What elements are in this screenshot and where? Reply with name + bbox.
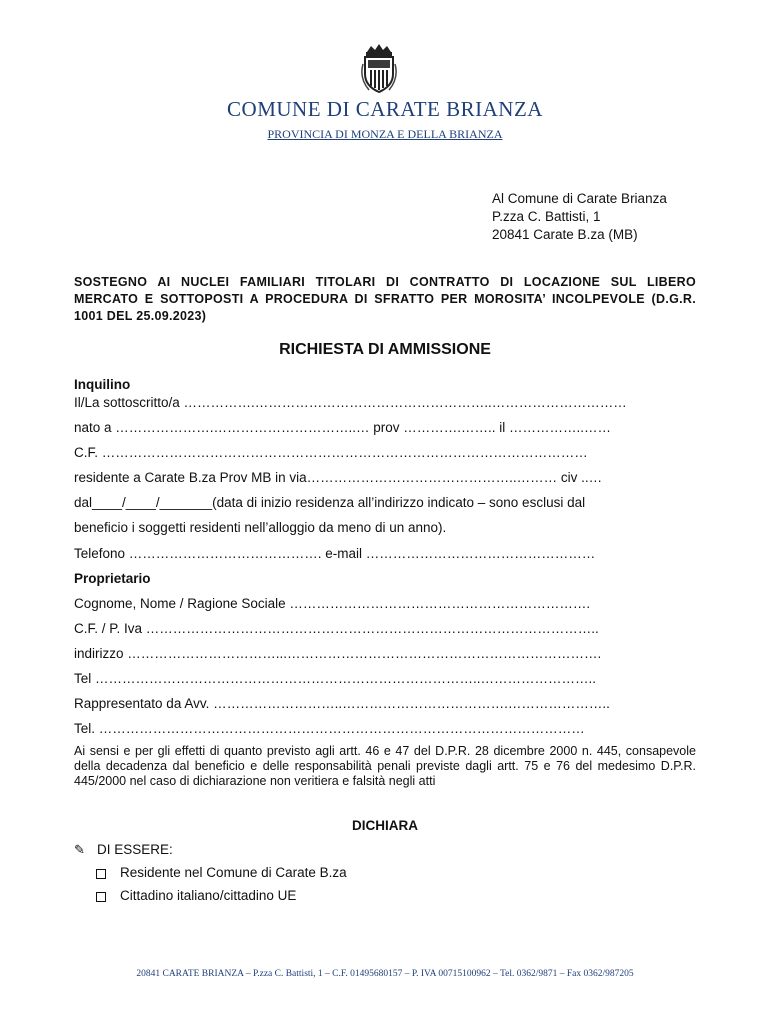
citizen-checkbox[interactable] (96, 892, 106, 902)
resident-checkbox[interactable] (96, 869, 106, 879)
tenant-cf-field[interactable]: C.F. ……………………………………………………………………………………………… (74, 445, 588, 460)
owner-name-field[interactable]: Cognome, Nome / Ragione Sociale …………………………………………………………. (74, 596, 591, 611)
tenant-phone-email-field[interactable]: Telefono ……………………………………. e-mail …………………………………………… (74, 546, 596, 561)
declare-lead: DI ESSERE: (97, 842, 173, 857)
owner-phone-field[interactable]: Tel …………………………………………………………………………..…………………….. (74, 671, 597, 686)
subject-heading: SOSTEGNO AI NUCLEI FAMILIARI TITOLARI DI CONTRATTO DI LOCAZIONE SUL LIBERO MERCATO E SOTTOPOSTI A PROCEDURA DI SFRATTO PER MOROSITA’ INCOLPEVOLE (D.G.R. 1001 DEL 25.09.2023) (74, 275, 696, 323)
page-footer: 20841 CARATE BRIANZA – P.zza C. Battisti, 1 – C.F. 01495680157 – P. IVA 00715100962 – Tel. 0362/9871 – Fax 0362/987205 (136, 969, 634, 979)
coat-of-arms-logo (359, 44, 399, 94)
town-name: COMUNE DI CARATE BRIANZA (227, 97, 543, 121)
lawyer-phone-field[interactable]: Tel. ……………………………………………………………………………………………… (74, 721, 585, 736)
recipient-line: 20841 Carate B.za (MB) (492, 227, 638, 242)
request-title: RICHIESTA DI AMMISSIONE (279, 341, 491, 358)
recipient-address (492, 190, 667, 244)
residence-date-field[interactable]: dal____/____/_______(data di inizio residenza all’indirizzo indicato – sono esclusi dal (74, 495, 586, 510)
pointing-hand-icon: ✎ (74, 842, 85, 857)
option-resident: Residente nel Comune di Carate B.za (120, 865, 347, 880)
residence-note: beneficio i soggetti residenti nell’alloggio da meno di un anno). (74, 520, 447, 535)
declaration-paragraph: Ai sensi e per gli effetti di quanto previsto agli artt. 46 e 47 del D.P.R. 28 dicembre 2000 n. 445, consapevole della decadenza dal beneficio e delle responsabilità penali previste dagli artt. 75 e 76 del medesimo D.P.R. 445/2000 nel caso di dichiarazione non veritiera e falsità negli atti (74, 744, 696, 788)
owner-cf-field[interactable]: C.F. / P. Iva ……………………………………………………………………………………….. (74, 621, 599, 636)
recipient-line: Al Comune di Carate Brianza (492, 191, 667, 206)
option-citizen: Cittadino italiano/cittadino UE (120, 888, 297, 903)
tenant-heading: Inquilino (74, 377, 131, 392)
owner-address-field[interactable]: indirizzo ……………………………...……………………………………………………………. (74, 646, 602, 661)
province-name: PROVINCIA DI MONZA E DELLA BRIANZA (267, 127, 503, 141)
lawyer-field[interactable]: Rappresentato da Avv. ………………………..……………………………….………………….. (74, 696, 610, 711)
recipient-line: P.zza C. Battisti, 1 (492, 209, 601, 224)
declare-title: DICHIARA (352, 818, 418, 833)
birth-field[interactable]: nato a ………………….…………………………..… prov ………….…….. il ……………..…… (74, 420, 612, 435)
owner-heading: Proprietario (74, 571, 151, 586)
residence-field[interactable]: residente a Carate B.za Prov MB in via………………………………………..……… civ ..… (74, 470, 603, 485)
undersigned-field[interactable]: Il/La sottoscritto/a …………….……………………………………………..………………………… (74, 395, 627, 410)
